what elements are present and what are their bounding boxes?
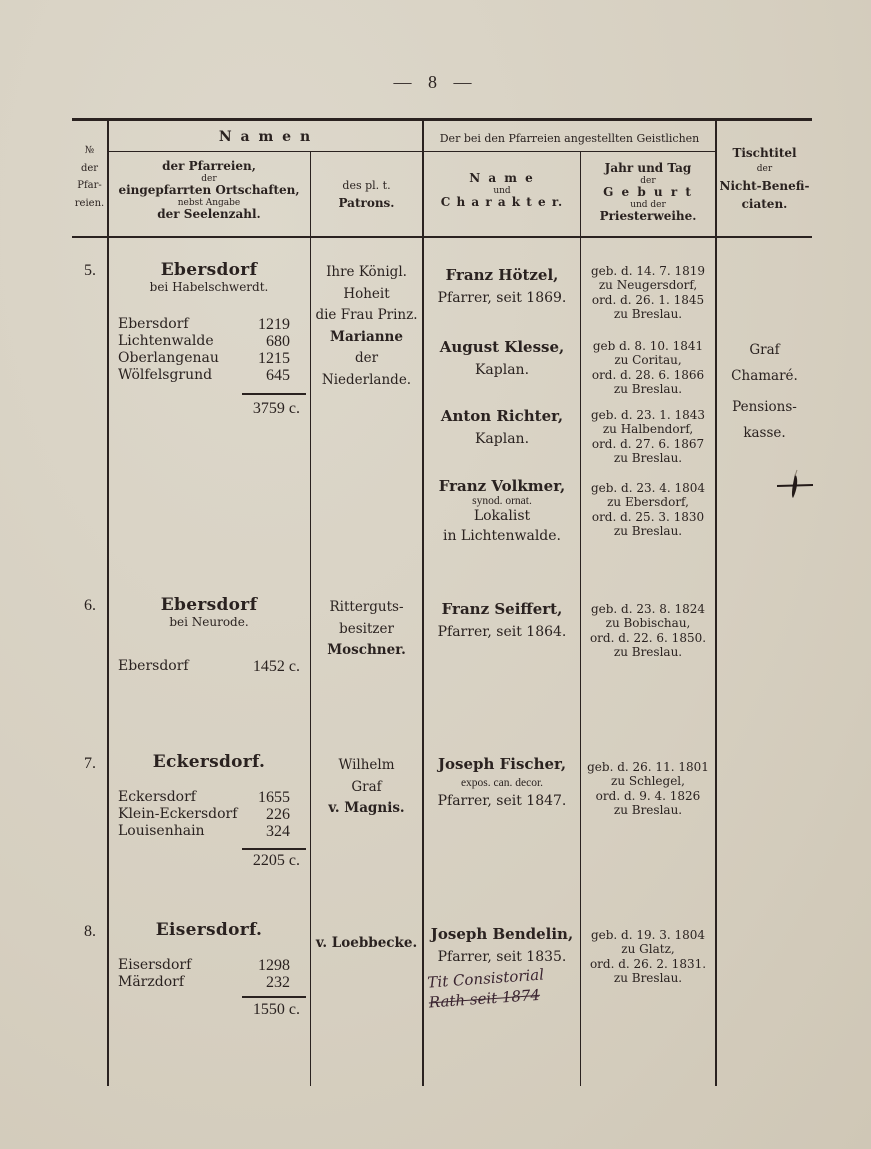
row-number: 7. — [84, 755, 96, 772]
village-name: Märzdorf — [118, 974, 185, 990]
village-souls: 1452 c. — [252, 658, 300, 675]
group-rule-namen — [108, 151, 423, 152]
parish-total: 2205 c. — [252, 852, 300, 869]
sum-rule — [242, 393, 306, 395]
header-patrons: des pl. t. Patrons. — [338, 179, 395, 210]
village-name: Klein-Eckersdorf — [118, 806, 238, 822]
village-souls: 324 — [266, 823, 290, 840]
col-divider-5 — [715, 121, 717, 1086]
ink-mark-icon — [775, 468, 815, 504]
patron: Ihre Königl. Hoheit die Frau Prinz. Marianne der Niederlande. — [315, 264, 418, 388]
village-souls: 232 — [266, 974, 290, 991]
tischtitel: Graf Chamaré. Pensions- kasse. — [731, 342, 798, 441]
header-pfarreien: der Pfarreien, der eingepfarrten Ortschaften, nebst Angabe der Seelenzahl. — [118, 159, 300, 222]
sum-rule — [242, 996, 306, 998]
group-rule-geistlichen — [424, 151, 716, 152]
patron: Wilhelm Graf v. Magnis. — [328, 757, 405, 817]
village-souls: 226 — [266, 806, 290, 823]
village-name: Lichtenwalde — [118, 333, 214, 349]
cleric-dates: geb. d. 19. 3. 1804 zu Glatz, ord. d. 26. 2. 1831. zu Breslau. — [589, 928, 707, 986]
table-top-rule — [72, 118, 812, 121]
parish-name: Eckersdorf. — [152, 752, 266, 772]
parish-name: Eisersdorf. — [155, 920, 263, 940]
cleric-entry: Franz Seiffert, Pfarrer, seit 1864. — [437, 600, 567, 640]
cleric-dates: geb. d. 14. 7. 1819 zu Neugersdorf, ord. d. 26. 1. 1845 zu Breslau. — [590, 264, 706, 322]
parish-total: 1550 c. — [252, 1001, 300, 1018]
row-number: 6. — [84, 597, 96, 614]
cleric-dates: geb. d. 26. 11. 1801 zu Schlegel, ord. d. 9. 4. 1826 zu Breslau. — [587, 760, 709, 818]
village-name: Ebersdorf — [118, 658, 189, 674]
cleric-entry: Franz Hötzel, Pfarrer, seit 1869. — [437, 266, 567, 306]
parish-name: Ebersdorf bei Neurode. — [160, 595, 258, 629]
cleric-dates: geb. d. 23. 4. 1804 zu Ebersdorf, ord. d. 25. 3. 1830 zu Breslau. — [590, 481, 706, 539]
header-geistlichen-group: Der bei den Pfarreien angestellten Geistlichen — [439, 132, 700, 145]
village-souls: 1298 — [258, 957, 290, 974]
header-nr: № der Pfar- reien. — [74, 145, 105, 209]
sum-rule — [242, 848, 306, 850]
village-name: Wölfelsgrund — [118, 367, 213, 383]
header-jahr-tag: Jahr und Tag der G e b u r t und der Priesterweihe. — [599, 161, 697, 224]
village-souls: 1655 — [258, 789, 290, 806]
village-souls: 680 — [266, 333, 290, 350]
cleric-entry: Anton Richter, Kaplan. — [440, 407, 564, 447]
village-souls: 1219 — [258, 316, 290, 333]
header-name-charakter: N a m e und C h a r a k t e r. — [440, 171, 564, 210]
patron: v. Loebbecke. — [315, 935, 418, 951]
cleric-dates: geb. d. 23. 8. 1824 zu Bobischau, ord. d. 22. 6. 1850. zu Breslau. — [589, 602, 707, 660]
patron: Ritterguts- besitzer Moschner. — [327, 599, 406, 659]
village-name: Louisenhain — [118, 823, 205, 839]
cleric-entry: Franz Volkmer, synod. ornat. Lokalist in Lichtenwalde. — [438, 477, 566, 544]
header-bottom-rule — [72, 236, 812, 238]
parish-name: Ebersdorf bei Habelschwerdt. — [149, 260, 269, 294]
village-name: Oberlangenau — [118, 350, 219, 366]
header-tischtitel: Tischtitel der Nicht-Benefi- ciaten. — [719, 146, 810, 212]
cleric-dates: geb d. 8. 10. 1841 zu Coritau, ord. d. 28. 6. 1866 zu Breslau. — [591, 339, 705, 397]
village-name: Ebersdorf — [118, 316, 189, 332]
row-number: 8. — [84, 923, 96, 940]
village-name: Eckersdorf — [118, 789, 196, 805]
header-namen-group: N a m e n — [218, 129, 313, 145]
handwritten-annotation: Tit Consistorial Rath seit 1874 — [426, 965, 545, 1012]
page-number: — 8 — — [393, 72, 478, 92]
village-name: Eisersdorf — [118, 957, 192, 973]
village-souls: 645 — [266, 367, 290, 384]
cleric-entry: August Klesse, Kaplan. — [439, 338, 565, 378]
cleric-entry: Joseph Fischer, expos. can. decor. Pfarrer, seit 1847. — [437, 755, 567, 809]
row-number: 5. — [84, 262, 96, 279]
cleric-dates: geb. d. 23. 1. 1843 zu Halbendorf, ord. d. 27. 6. 1867 zu Breslau. — [590, 408, 706, 466]
parish-total: 3759 c. — [252, 400, 300, 417]
cleric-entry: Joseph Bendelin, Pfarrer, seit 1835. — [430, 925, 574, 965]
village-souls: 1215 — [258, 350, 290, 367]
